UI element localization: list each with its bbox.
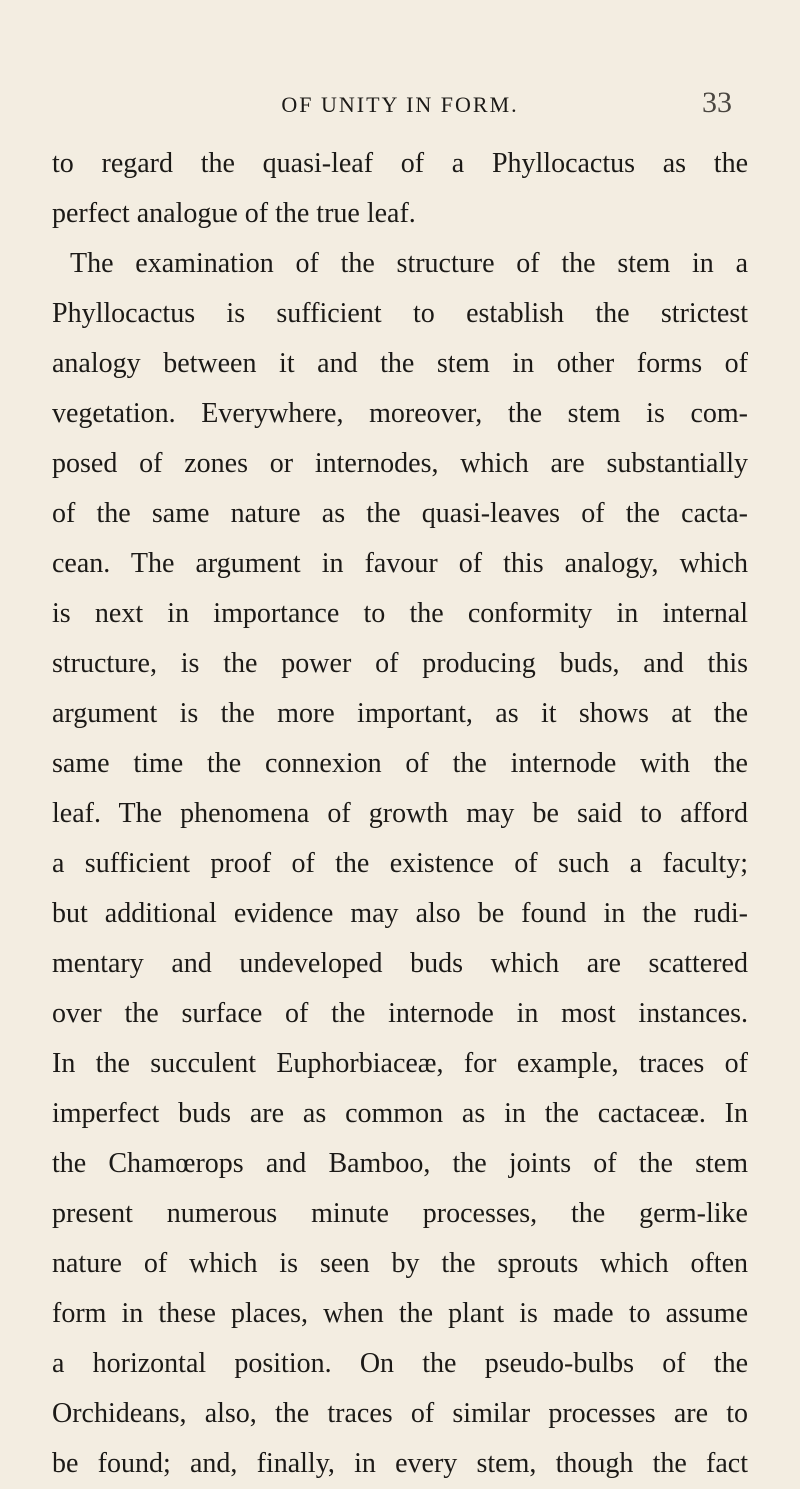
running-head <box>0 86 800 126</box>
text-line: vegetation. Everywhere, moreover, the stem is com- <box>52 398 748 429</box>
text-line: argument is the more important, as it shows at the <box>52 698 748 729</box>
text-line: perfect analogue of the true leaf. <box>52 198 416 229</box>
text-line: of the same nature as the quasi-leaves of the cacta- <box>52 498 748 529</box>
text-line: structure, is the power of producing buds, and this <box>52 648 748 679</box>
text-line: form in these places, when the plant is made to assume <box>52 1298 748 1329</box>
text-line: Orchideans, also, the traces of similar processes are to <box>52 1398 748 1429</box>
body-text <box>52 139 748 1489</box>
text-line: leaf. The phenomena of growth may be said to afford <box>52 798 748 829</box>
text-line: nature of which is seen by the sprouts which often <box>52 1248 748 1279</box>
text-line: the Chamœrops and Bamboo, the joints of the stem <box>52 1148 748 1179</box>
text-line: a sufficient proof of the existence of such a faculty; <box>52 848 748 879</box>
text-line: to regard the quasi-leaf of a Phyllocactus as the <box>52 148 748 179</box>
text-line: present numerous minute processes, the germ-like <box>52 1198 748 1229</box>
text-line: posed of zones or internodes, which are substantially <box>52 448 748 479</box>
text-line: analogy between it and the stem in other forms of <box>52 348 748 379</box>
text-line: mentary and undeveloped buds which are scattered <box>52 948 748 979</box>
text-line: same time the connexion of the internode with the <box>52 748 748 779</box>
text-line: cean. The argument in favour of this analogy, which <box>52 548 748 579</box>
text-line: Phyllocactus is sufficient to establish the strictest <box>52 298 748 329</box>
text-line: is next in importance to the conformity in internal <box>52 598 748 629</box>
text-line: over the surface of the internode in most instances. <box>52 998 748 1029</box>
running-title: OF UNITY IN FORM. <box>281 92 519 117</box>
page-number: 33 <box>702 86 732 119</box>
text-line: In the succulent Euphorbiaceæ, for example, traces of <box>52 1048 748 1079</box>
text-line: a horizontal position. On the pseudo-bulbs of the <box>52 1348 748 1379</box>
text-line: The examination of the structure of the stem in a <box>70 248 748 279</box>
text-line: be found; and, finally, in every stem, though the fact <box>52 1448 748 1479</box>
text-line: but additional evidence may also be found in the rudi- <box>52 898 748 929</box>
text-line: imperfect buds are as common as in the cactaceæ. In <box>52 1098 748 1129</box>
